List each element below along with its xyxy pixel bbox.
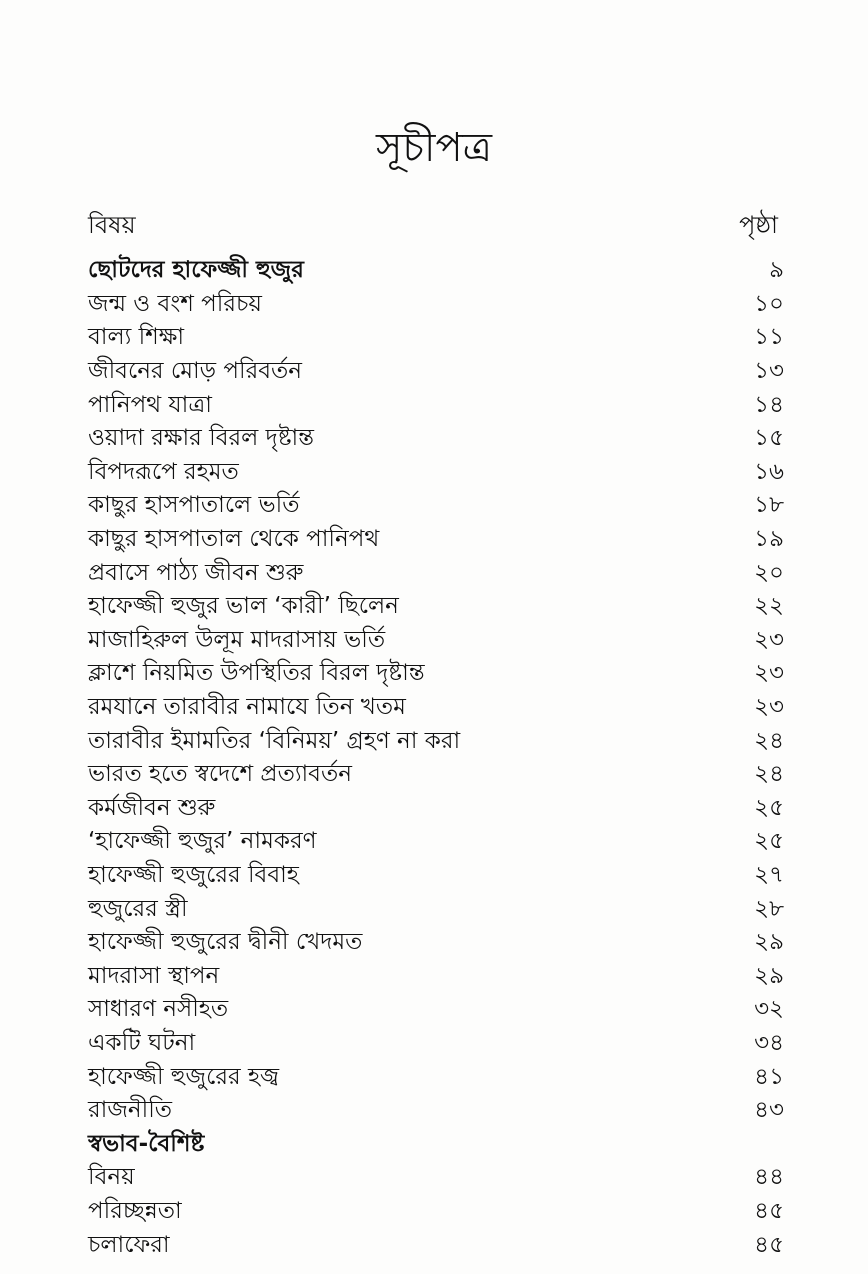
toc-entry — [88, 1161, 784, 1195]
toc-entry-title: মাদরাসা স্থাপন — [88, 962, 220, 989]
toc-entry-title: রাজনীতি — [88, 1097, 173, 1124]
toc-entry-page: ১৩ — [754, 358, 784, 385]
toc-entry — [88, 825, 784, 859]
toc-entry-title: কাছুর হাসপাতালে ভর্তি — [88, 492, 300, 519]
toc-entry — [88, 1228, 784, 1262]
toc-entry-title: ভারত হতে স্বদেশে প্রত্যাবর্তন — [88, 761, 352, 788]
toc-entry-page: ৯ — [769, 257, 784, 284]
toc-entry — [88, 959, 784, 993]
toc-entry-title: হুজুরের স্ত্রী — [88, 895, 188, 922]
toc-entry-page: ২২ — [754, 593, 784, 620]
toc-entry — [88, 489, 784, 523]
toc-entry — [88, 926, 784, 960]
toc-entry-title: ওয়াদা রক্ষার বিরল দৃষ্টান্ত — [88, 425, 315, 452]
toc-entry — [88, 859, 784, 893]
toc-entry-page: ১৮ — [754, 492, 784, 519]
table-of-contents — [88, 254, 784, 1262]
toc-entry — [88, 388, 784, 422]
toc-entry — [88, 993, 784, 1027]
toc-entry-page: ১০ — [754, 290, 784, 317]
toc-entry — [88, 892, 784, 926]
toc-entry-page: ২৮ — [754, 895, 784, 922]
toc-entry — [88, 1195, 784, 1229]
toc-entry-title: হাফেজ্জী হুজুরের হজ্ব — [88, 1063, 280, 1090]
toc-entry-title: কাছুর হাসপাতাল থেকে পানিপথ — [88, 526, 380, 553]
toc-entry-page: ১৪ — [754, 391, 784, 418]
toc-entry-title: হাফেজ্জী হুজুরের দ্বীনী খেদমত — [88, 929, 363, 956]
toc-entry — [88, 1094, 784, 1128]
toc-entry-page: ২০ — [754, 559, 784, 586]
toc-entry-title: চলাফেরা — [88, 1231, 170, 1258]
toc-entry — [88, 422, 784, 456]
toc-entry — [88, 792, 784, 826]
toc-entry — [88, 288, 784, 322]
toc-entry-title: বাল্য শিক্ষা — [88, 324, 185, 351]
toc-section-heading — [88, 254, 784, 288]
toc-entry-page: ৪৩ — [754, 1097, 784, 1124]
toc-entry-page: ২৩ — [754, 626, 784, 653]
toc-entry — [88, 523, 784, 557]
toc-entry — [88, 1027, 784, 1061]
toc-entry-page: ১১ — [754, 324, 784, 351]
toc-entry — [88, 758, 784, 792]
toc-entry-page: ২৭ — [754, 861, 784, 888]
toc-entry-page: ২৪ — [754, 761, 784, 788]
toc-entry-page: ১৬ — [754, 458, 784, 485]
toc-entry — [88, 657, 784, 691]
toc-entry-page: ২৩ — [754, 660, 784, 687]
toc-entry-title: কর্মজীবন শুরু — [88, 794, 216, 821]
toc-entry-page: ২৪ — [754, 727, 784, 754]
toc-entry-title: সাধারণ নসীহত — [88, 996, 229, 1023]
toc-entry — [88, 691, 784, 725]
toc-entry-title: হাফেজ্জী হুজুরের বিবাহ — [88, 861, 299, 888]
toc-entry-title: পানিপথ যাত্রা — [88, 391, 212, 418]
toc-entry-title: ক্লাশে নিয়মিত উপস্থিতির বিরল দৃষ্টান্ত — [88, 660, 425, 687]
toc-entry — [88, 556, 784, 590]
toc-entry — [88, 590, 784, 624]
toc-entry-title: প্রবাসে পাঠ্য জীবন শুরু — [88, 559, 304, 586]
toc-entry-title: ‘হাফেজ্জী হুজুর’ নামকরণ — [88, 828, 317, 855]
toc-entry-title: মাজাহিরুল উলূম মাদরাসায় ভর্তি — [88, 626, 386, 653]
toc-entry-page: ২৩ — [754, 694, 784, 721]
toc-entry-page: ৪৫ — [754, 1197, 784, 1224]
toc-entry-page: ১৫ — [754, 425, 784, 452]
toc-entry-page: ১৯ — [754, 526, 784, 553]
toc-entry-title: একটি ঘটনা — [88, 1029, 196, 1056]
toc-entry-page: ৪১ — [754, 1063, 784, 1090]
toc-entry-page: ৩২ — [754, 996, 784, 1023]
toc-entry — [88, 456, 784, 490]
toc-entry — [88, 624, 784, 658]
subject-column-header: বিষয় — [88, 211, 136, 239]
page-column-header: পৃষ্ঠা — [739, 211, 778, 239]
toc-entry-title: স্বভাব-বৈশিষ্ট — [88, 1130, 205, 1157]
toc-entry-page: ২৫ — [754, 828, 784, 855]
toc-entry-title: জীবনের মোড় পরিবর্তন — [88, 358, 303, 385]
page-title: সূচীপত্র — [376, 125, 492, 171]
toc-entry-title: রমযানে তারাবীর নামাযে তিন খতম — [88, 694, 406, 721]
toc-entry — [88, 355, 784, 389]
toc-entry — [88, 321, 784, 355]
toc-entry-title: বিনয় — [88, 1164, 135, 1191]
toc-entry-page: ৩৪ — [754, 1029, 784, 1056]
toc-entry-page: ২৯ — [754, 929, 784, 956]
toc-entry-title: হাফেজ্জী হুজুর ভাল ‘কারী’ ছিলেন — [88, 593, 399, 620]
toc-section-heading — [88, 1127, 784, 1161]
toc-entry-page: ৪৪ — [754, 1164, 784, 1191]
toc-entry — [88, 1060, 784, 1094]
toc-entry-title: পরিচ্ছন্নতা — [88, 1197, 182, 1224]
toc-entry-page: ২৯ — [754, 962, 784, 989]
toc-entry-title: তারাবীর ইমামতির ‘বিনিময়’ গ্রহণ না করা — [88, 727, 461, 754]
toc-entry-page: ৪৫ — [754, 1231, 784, 1258]
toc-entry-page: ২৫ — [754, 794, 784, 821]
toc-entry-title: জন্ম ও বংশ পরিচয় — [88, 290, 262, 317]
toc-entry-title: বিপদরূপে রহমত — [88, 458, 239, 485]
toc-entry — [88, 724, 784, 758]
toc-entry-title: ছোটদের হাফেজ্জী হুজুর — [88, 257, 304, 284]
